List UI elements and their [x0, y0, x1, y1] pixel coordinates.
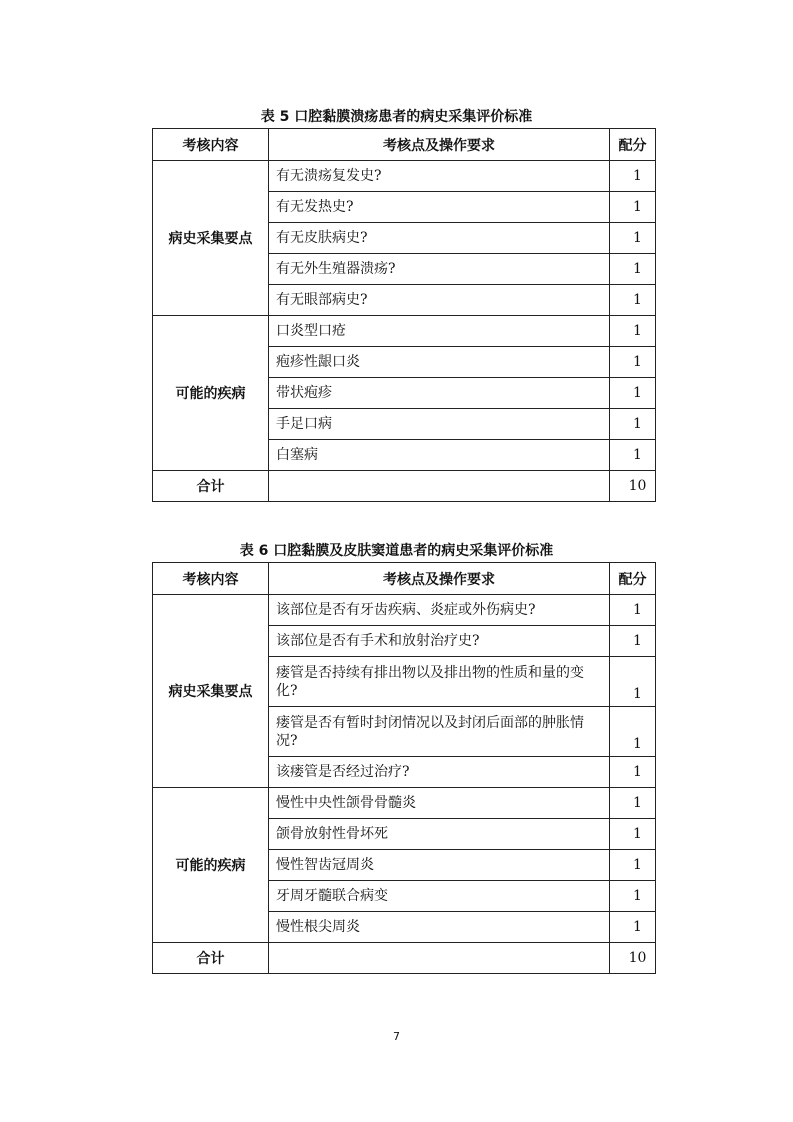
item-score: 1 [610, 912, 656, 943]
item-text: 颌骨放射性骨坏死 [269, 819, 610, 850]
item-text: 牙周牙髓联合病变 [269, 881, 610, 912]
total-row [153, 471, 656, 502]
total-value [269, 943, 610, 974]
table5-caption: 表 5 口腔黏膜溃疡患者的病史采集评价标准 [260, 109, 533, 125]
item-text: 瘘管是否有暂时封闭情况以及封闭后面部的肿胀情况? [269, 707, 610, 757]
item-text: 带状疱疹 [269, 378, 610, 409]
item-text: 白塞病 [269, 440, 610, 471]
item-text: 疱疹性龈口炎 [269, 347, 610, 378]
total-score: 10 [610, 471, 656, 502]
table6-header-row [153, 563, 656, 595]
item-score: 1 [610, 850, 656, 881]
item-score: 1 [610, 881, 656, 912]
item-score: 1 [610, 316, 656, 347]
table-row [153, 595, 656, 626]
item-text: 瘘管是否持续有排出物以及排出物的性质和量的变化? [269, 657, 610, 707]
category-possible-diseases: 可能的疾病 [153, 788, 269, 943]
item-score: 1 [610, 707, 656, 757]
item-score: 1 [610, 161, 656, 192]
item-score: 1 [610, 440, 656, 471]
item-text: 有无眼部病史? [269, 285, 610, 316]
total-label: 合计 [153, 943, 269, 974]
total-label: 合计 [153, 471, 269, 502]
category-history-points: 病史采集要点 [153, 595, 269, 788]
header-score: 配分 [610, 563, 656, 595]
item-score: 1 [610, 285, 656, 316]
item-text: 口炎型口疮 [269, 316, 610, 347]
item-text: 有无溃疡复发史? [269, 161, 610, 192]
header-content: 考核内容 [153, 129, 269, 161]
item-score: 1 [610, 819, 656, 850]
item-text: 慢性中央性颌骨骨髓炎 [269, 788, 610, 819]
item-score: 1 [610, 626, 656, 657]
table6-caption: 表 6 口腔黏膜及皮肤窦道患者的病史采集评价标准 [239, 543, 554, 559]
item-text: 有无皮肤病史? [269, 223, 610, 254]
header-score: 配分 [610, 129, 656, 161]
item-text: 该部位是否有手术和放射治疗史? [269, 626, 610, 657]
item-score: 1 [610, 595, 656, 626]
header-requirements: 考核点及操作要求 [269, 563, 610, 595]
item-text: 有无发热史? [269, 192, 610, 223]
table6 [152, 562, 656, 974]
item-score: 1 [610, 254, 656, 285]
total-row [153, 943, 656, 974]
total-score: 10 [610, 943, 656, 974]
page-number: 7 [393, 1030, 400, 1043]
item-score: 1 [610, 223, 656, 254]
table5 [152, 128, 656, 502]
item-score: 1 [610, 378, 656, 409]
header-content: 考核内容 [153, 563, 269, 595]
table-row [153, 788, 656, 819]
item-score: 1 [610, 788, 656, 819]
table-row [153, 316, 656, 347]
item-score: 1 [610, 657, 656, 707]
item-score: 1 [610, 347, 656, 378]
category-history-points: 病史采集要点 [153, 161, 269, 316]
item-text: 该瘘管是否经过治疗? [269, 757, 610, 788]
item-score: 1 [610, 192, 656, 223]
item-text: 慢性根尖周炎 [269, 912, 610, 943]
item-score: 1 [610, 409, 656, 440]
table5-header-row [153, 129, 656, 161]
item-text: 有无外生殖器溃疡? [269, 254, 610, 285]
header-requirements: 考核点及操作要求 [269, 129, 610, 161]
item-text: 该部位是否有牙齿疾病、炎症或外伤病史? [269, 595, 610, 626]
item-text: 慢性智齿冠周炎 [269, 850, 610, 881]
category-possible-diseases: 可能的疾病 [153, 316, 269, 471]
table-row [153, 161, 656, 192]
item-text: 手足口病 [269, 409, 610, 440]
item-score: 1 [610, 757, 656, 788]
total-value [269, 471, 610, 502]
